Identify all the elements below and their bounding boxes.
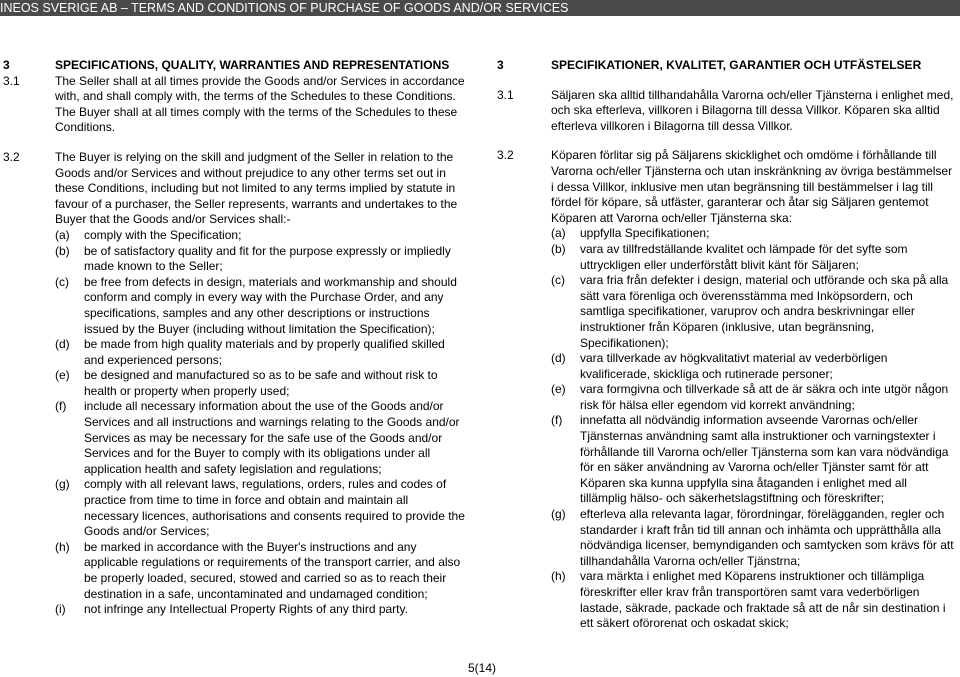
item-text: comply with all relevant laws, regulations, orders, rules and codes of practice from time to time in force and obtain and maintain all necessary licences, authorisations and consents required to provide the Goods and/or Services; bbox=[84, 477, 465, 539]
item-text: vara märkta i enlighet med Köparens instruktioner och tillämpliga föreskrifter eller krav från transportören samt vara vederbörligen lastade, säkrade, packade och fraktade så att de når sin destination i ett säkert oförorenat och oskadat skick; bbox=[580, 569, 946, 631]
list-item bbox=[55, 602, 465, 618]
item-label: (f) bbox=[551, 413, 563, 428]
swedish-column bbox=[497, 58, 955, 632]
section-title: SPECIFIKATIONER, KVALITET, GARANTIER OCH UTFÄSTELSER bbox=[551, 58, 922, 72]
page-number: 5(14) bbox=[468, 661, 497, 675]
list-item bbox=[55, 244, 465, 275]
clause-3-1 bbox=[3, 74, 465, 136]
item-label: (d) bbox=[551, 351, 566, 366]
clause-3-2 bbox=[497, 148, 955, 631]
item-text: comply with the Specification; bbox=[84, 227, 242, 242]
document-header: INEOS SVERIGE AB – TERMS AND CONDITIONS OF PURCHASE OF GOODS AND/OR SERVICES bbox=[0, 0, 960, 16]
list-item bbox=[551, 569, 955, 631]
item-text: innefatta all nödvändig information avseende Varornas och/eller Tjänsternas användning samt alla instruktioner och varningstexter i förhållande till Varorna och/eller Tjänsterna som kan vara nödvändiga för en säker användning av Varorna och/eller Tjänster samt för att Köparen ska kunna uppfylla sina åtaganden i enlighet med all tillämplig hälso- och säkerhetslagstiftning och föreskrifter; bbox=[580, 413, 949, 506]
item-label: (a) bbox=[551, 226, 566, 241]
item-label: (i) bbox=[55, 602, 66, 617]
clause-text: Köparen förlitar sig på Säljarens skicklighet och omdöme i förhållande till Varorna och/eller Tjänsterna och utan inskränkning av övriga bestämmelser i dessa Villkor, inklusive men utan begränsning till bestämmelser i lag till fördel för köpare, så utfäster, garanterar och åtar sig Säljaren gentemot Köparen att Varorna och/eller Tjänsterna ska: bbox=[551, 148, 953, 225]
list-item bbox=[551, 413, 955, 507]
item-label: (c) bbox=[55, 274, 69, 289]
list-item bbox=[55, 540, 465, 602]
item-label: (c) bbox=[551, 273, 565, 288]
clause-text: The Seller shall at all times provide the Goods and/or Services in accordance with, and shall comply with, the terms of the Schedules to these Conditions. The Buyer shall at all times comply with the terms of the Schedules to these Conditions. bbox=[55, 73, 465, 135]
english-column bbox=[3, 58, 465, 618]
list-item bbox=[55, 275, 465, 337]
item-label: (b) bbox=[551, 241, 566, 256]
item-text: include all necessary information about the use of the Goods and/or Services and all instructions and warnings relating to the Goods and/or Services as may be necessary for the safe use of the Goods and/or Services and for the Buyer to comply with its obligations under all application health and safety legislation and regulations; bbox=[84, 399, 460, 476]
item-label: (d) bbox=[55, 337, 70, 352]
section-heading bbox=[3, 58, 465, 74]
list-item bbox=[551, 226, 955, 242]
list-item bbox=[55, 228, 465, 244]
section-heading bbox=[497, 58, 955, 74]
item-text: be free from defects in design, materials and workmanship and should conform and comply in every way with the Purchase Order, and any specifications, samples and any other descriptions or instructions issued by the Buyer (including without limitation the Specification); bbox=[84, 274, 457, 336]
item-text: uppfylla Specifikationen; bbox=[580, 226, 710, 241]
list-item bbox=[551, 382, 955, 413]
item-text: be made from high quality materials and by properly qualified skilled and experienced persons; bbox=[84, 337, 445, 367]
clause-number: 3.2 bbox=[3, 149, 20, 164]
item-label: (g) bbox=[551, 507, 566, 522]
item-text: vara fria från defekter i design, material och utförande och ska på alla sätt vara förenliga och överensstämma med Inköpsordern, och samtliga specifikationer, varuprov och andra beskrivningar eller instruktioner från Köparen (inklusive, utan begränsning, Specifikationen); bbox=[580, 273, 949, 350]
item-label: (h) bbox=[551, 569, 566, 584]
item-label: (f) bbox=[55, 399, 67, 414]
item-text: be of satisfactory quality and fit for the purpose expressly or impliedly made known to the Seller; bbox=[84, 243, 451, 274]
item-text: be marked in accordance with the Buyer's instructions and any applicable regulations or requirements of the transport carrier, and also be properly loaded, secured, stowed and carried so as to reach their destination in a safe, uncontaminated and undamaged condition; bbox=[84, 539, 461, 601]
section-number: 3 bbox=[497, 58, 504, 72]
item-text: vara av tillfredställande kvalitet och lämpade för det syfte som uttryckligen eller underförstått blivit känt för Säljaren; bbox=[580, 241, 908, 272]
list-item bbox=[551, 351, 955, 382]
list-item bbox=[55, 368, 465, 399]
item-label: (a) bbox=[55, 227, 70, 242]
clause-number: 3.2 bbox=[497, 148, 514, 163]
item-label: (e) bbox=[55, 368, 70, 383]
item-label: (h) bbox=[55, 539, 70, 554]
section-title: SPECIFICATIONS, QUALITY, WARRANTIES AND REPRESENTATIONS bbox=[55, 58, 450, 72]
item-label: (e) bbox=[551, 382, 566, 397]
clause-text: The Buyer is relying on the skill and judgment of the Seller in relation to the Goods and/or Services and without prejudice to any other terms set out in these Conditions, including but not limited to any terms implied by statute in favour of a purchaser, the Seller represents, warrants and undertakes to the Buyer that the Goods and/or Services shall:- bbox=[55, 149, 458, 227]
section-number: 3 bbox=[3, 58, 10, 72]
clause-3-1 bbox=[497, 88, 955, 135]
item-label: (b) bbox=[55, 243, 70, 258]
list-item bbox=[55, 477, 465, 539]
item-label: (g) bbox=[55, 477, 70, 492]
item-text: be designed and manufactured so as to be safe and without risk to health or property when properly used; bbox=[84, 368, 438, 398]
item-text: vara tillverkade av högkvalitativt material av vederbörligen kvalificerade, skickliga och rutinerade personer; bbox=[580, 351, 888, 381]
clause-text: Säljaren ska alltid tillhandahålla Varorna och/eller Tjänsterna i enlighet med, och ska efterleva, villkoren i Bilagorna till dessa Villkor. Köparen ska alltid efterleva villkoren i Bilagorna till dessa Villkor. bbox=[551, 87, 954, 133]
clause-number: 3.1 bbox=[3, 73, 20, 88]
list-item bbox=[551, 242, 955, 273]
item-text: efterleva alla relevanta lagar, förordningar, förelägganden, regler och standarder i kraft från tid till annan och inhämta och upprätthålla alla nödvändiga licenser, bemyndiganden och samtycken som krävs för att tillhandahålla Varorna och/eller Tjänstrna; bbox=[580, 507, 954, 568]
item-text: not infringe any Intellectual Property Rights of any third party. bbox=[84, 602, 408, 617]
clause-3-2 bbox=[3, 150, 465, 618]
list-item bbox=[55, 399, 465, 477]
list-item bbox=[551, 507, 955, 569]
list-item bbox=[551, 273, 955, 351]
list-item bbox=[55, 337, 465, 368]
clause-number: 3.1 bbox=[497, 87, 514, 102]
item-text: vara formgivna och tillverkade så att de är säkra och inte utgör någon risk för hälsa eller egendom vid korrekt användning; bbox=[580, 382, 949, 412]
